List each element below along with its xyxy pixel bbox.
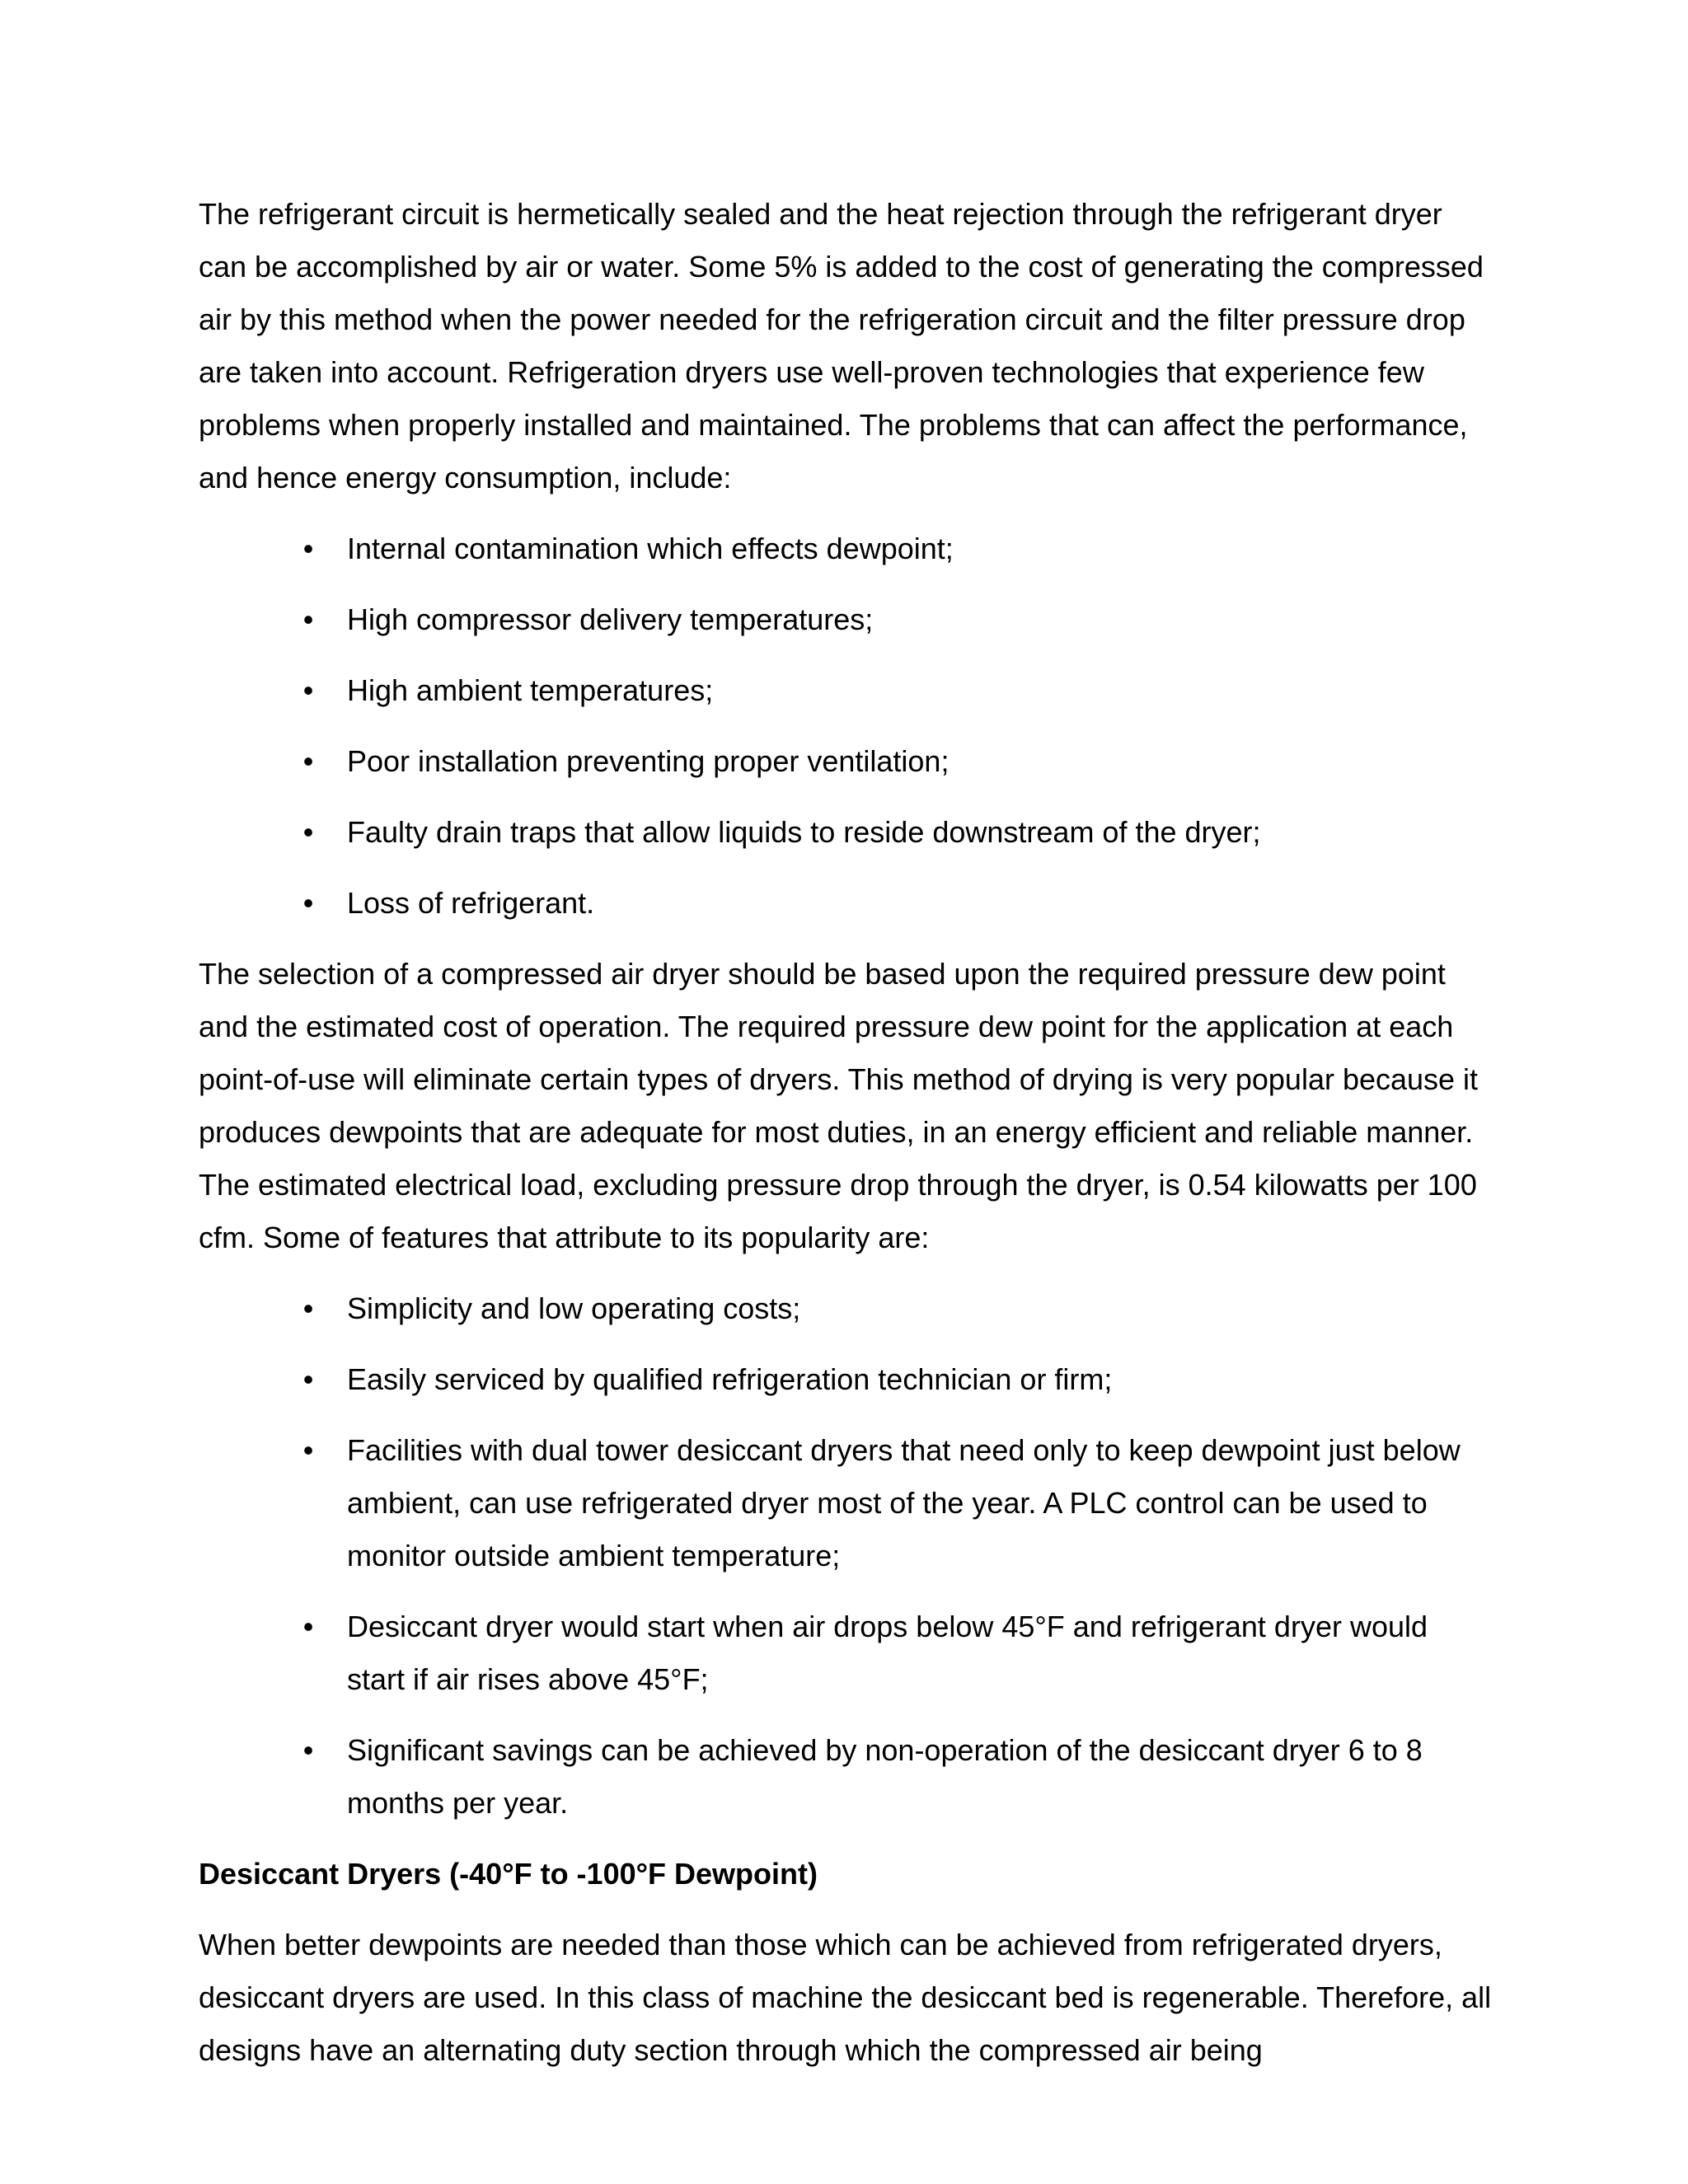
list-item-text: Faulty drain traps that allow liquids to reside downstream of the dryer;: [347, 815, 1261, 849]
list-item: [199, 877, 1493, 930]
bullet-icon: •: [302, 1291, 314, 1325]
list-item: [199, 1282, 1493, 1335]
features-list: [199, 1282, 1493, 1830]
bullet-icon: •: [302, 1362, 314, 1396]
list-item: [199, 735, 1493, 788]
bullet-icon: •: [302, 744, 314, 778]
bullet-icon: •: [302, 673, 314, 707]
list-item-text: High compressor delivery temperatures;: [347, 602, 874, 636]
section-heading-desiccant-dryers: Desiccant Dryers (-40°F to -100°F Dewpoint): [199, 1857, 818, 1891]
page-content: [199, 188, 1493, 2095]
bullet-icon: •: [302, 1733, 314, 1767]
bullet-icon: •: [302, 1433, 314, 1467]
problems-list: [199, 523, 1493, 930]
list-item: [199, 664, 1493, 717]
list-item-text: Easily serviced by qualified refrigeration technician or firm;: [347, 1362, 1113, 1396]
list-item: [199, 806, 1493, 859]
paragraph-desiccant-dryers: When better dewpoints are needed than those which can be achieved from refrigerated dryers, desiccant dryers are used. In this class of machine the desiccant bed is regenerable. Therefore, all designs have an alternating duty section through which the compressed air being: [199, 1928, 1492, 2067]
list-item-text: Simplicity and low operating costs;: [347, 1291, 801, 1325]
list-item-text: Poor installation preventing proper ventilation;: [347, 744, 950, 778]
bullet-icon: •: [302, 532, 314, 565]
paragraph-refrigerant-circuit: The refrigerant circuit is hermetically sealed and the heat rejection through the refrigerant dryer can be accomplished by air or water. Some 5% is added to the cost of generating the compressed air by this method when the power needed for the refrigeration circuit and the filter pressure drop are taken into account. Refrigeration dryers use well-proven technologies that experience few problems when properly installed and maintained. The problems that can affect the performance, and hence energy consumption, include:: [199, 197, 1484, 494]
bullet-icon: •: [302, 1610, 314, 1643]
list-item-text: Internal contamination which effects dewpoint;: [347, 532, 954, 565]
list-item-text: Desiccant dryer would start when air drops below 45°F and refrigerant dryer would start if air rises above 45°F;: [347, 1610, 1428, 1696]
list-item-text: Facilities with dual tower desiccant dryers that need only to keep dewpoint just below ambient, can use refrigerated dryer most of the year. A PLC control can be used to monitor outside ambient temperature;: [347, 1433, 1461, 1572]
list-item-text: High ambient temperatures;: [347, 673, 714, 707]
list-item: [199, 523, 1493, 575]
bullet-icon: •: [302, 815, 314, 849]
list-item: [199, 1353, 1493, 1406]
paragraph-dryer-selection: The selection of a compressed air dryer should be based upon the required pressure dew point and the estimated cost of operation. The required pressure dew point for the application at each point-of-use will eliminate certain types of dryers. This method of drying is very popular because it produces dewpoints that are adequate for most duties, in an energy efficient and reliable manner. The estimated electrical load, excluding pressure drop through the dryer, is 0.54 kilowatts per 100 cfm. Some of features that attribute to its popularity are:: [199, 957, 1479, 1254]
bullet-icon: •: [302, 602, 314, 636]
list-item: [199, 1424, 1493, 1582]
list-item: [199, 593, 1493, 646]
list-item: [199, 1601, 1493, 1706]
list-item-text: Significant savings can be achieved by non-operation of the desiccant dryer 6 to 8 months per year.: [347, 1733, 1423, 1820]
list-item-text: Loss of refrigerant.: [347, 886, 595, 920]
list-item: [199, 1724, 1493, 1830]
bullet-icon: •: [302, 886, 314, 920]
